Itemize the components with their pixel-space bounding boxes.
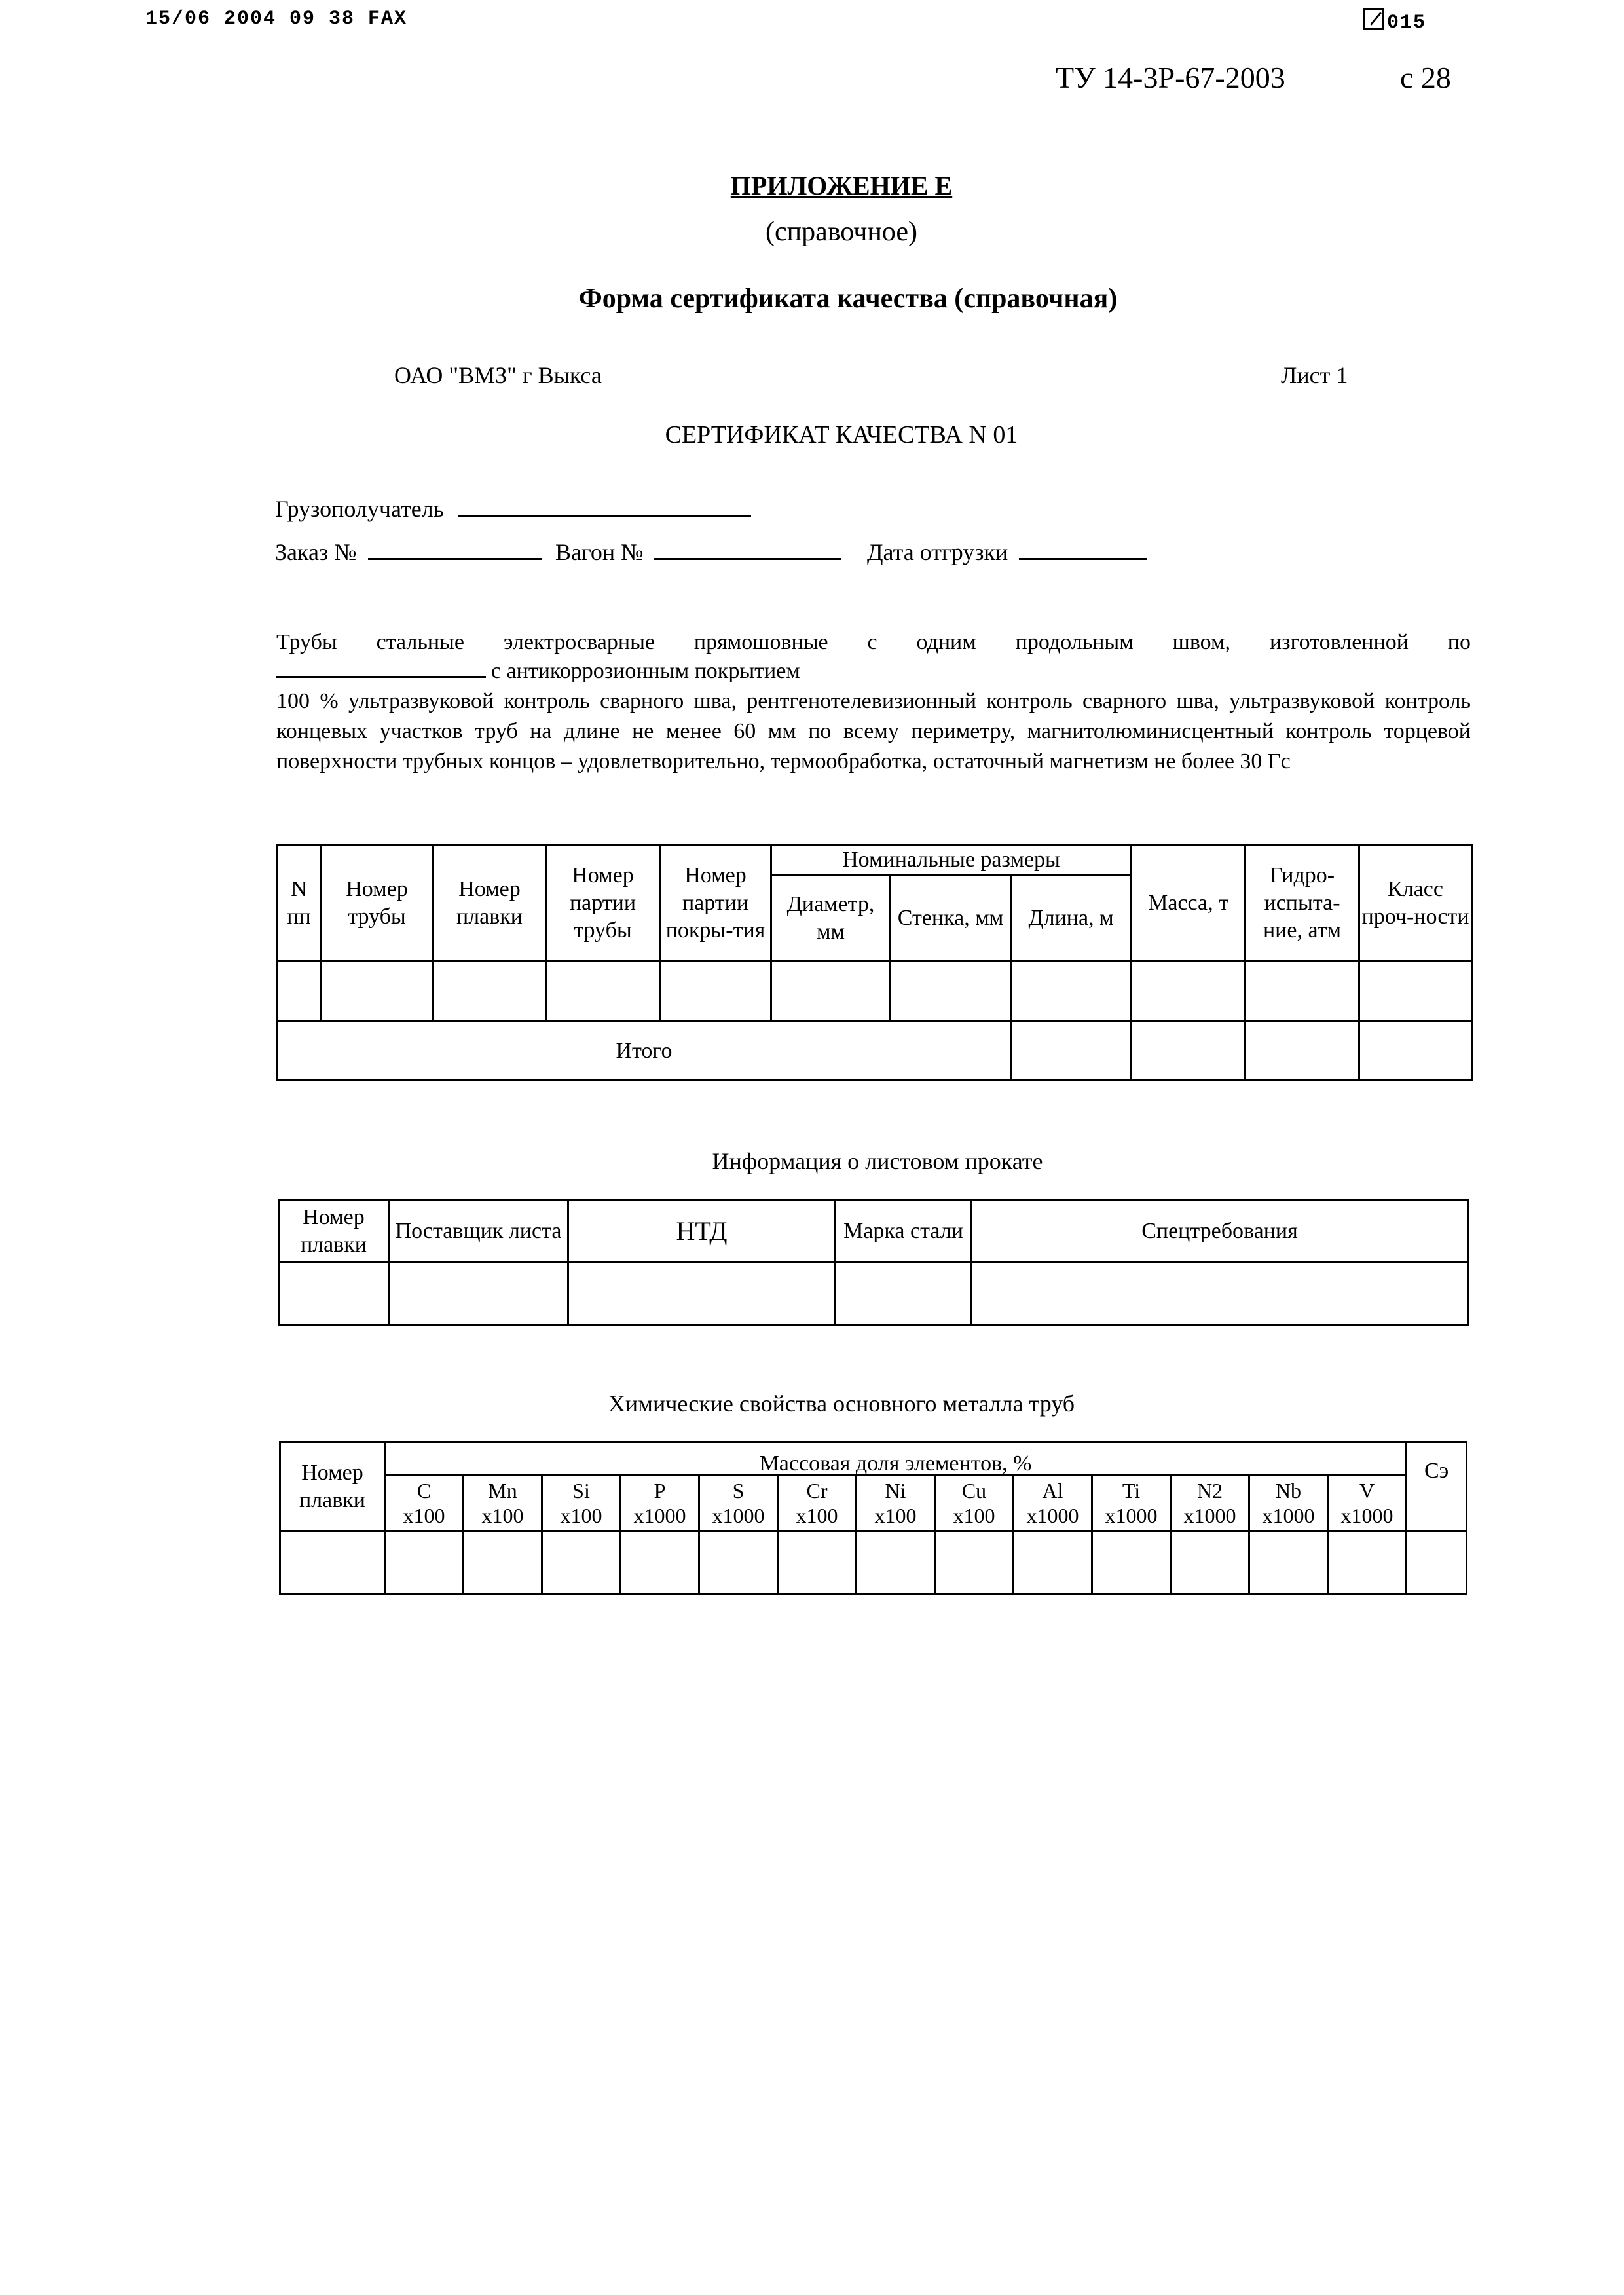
element-symbol: Cu [961, 1478, 987, 1502]
appendix-subtitle: (справочное) [766, 217, 917, 247]
element-symbol: P [654, 1478, 666, 1502]
element-multiplier: x1000 [712, 1503, 765, 1527]
cell[interactable] [1092, 1531, 1171, 1594]
element-header-ni [857, 1475, 935, 1531]
element-symbol: Al [1042, 1478, 1063, 1502]
header-wall: Стенка, мм [891, 875, 1011, 961]
fax-page-number: 015 [1387, 12, 1427, 34]
element-multiplier: x100 [874, 1503, 917, 1527]
cell[interactable] [1014, 1531, 1092, 1594]
header-coating-batch: Номер партии покры-тия [660, 845, 771, 961]
header-length: Длина, м [1011, 875, 1132, 961]
appendix-title: ПРИЛОЖЕНИЕ Е [730, 171, 953, 200]
header-strength-class: Класс проч-ности [1359, 845, 1472, 961]
element-header-n2 [1171, 1475, 1249, 1531]
date-field [867, 538, 1147, 566]
element-header-p [621, 1475, 699, 1531]
chemistry-title: Химические свойства основного металла труб [608, 1390, 1075, 1417]
cell[interactable] [621, 1531, 699, 1594]
cell[interactable] [464, 1531, 542, 1594]
element-multiplier: x1000 [1105, 1503, 1158, 1527]
cell[interactable] [321, 961, 434, 1022]
date-label: Дата отгрузки [867, 539, 1008, 565]
element-symbol: V [1359, 1478, 1375, 1502]
header-mass: Масса, т [1132, 845, 1246, 961]
element-symbol: Mn [488, 1478, 517, 1502]
standard-blank[interactable] [276, 658, 486, 678]
element-multiplier: x100 [403, 1503, 445, 1527]
cell[interactable] [972, 1263, 1468, 1326]
cell[interactable] [1132, 961, 1246, 1022]
element-symbol: C [416, 1478, 432, 1502]
fax-timestamp: 15/06 2004 09 38 FAX [145, 8, 408, 30]
header-heat-number: Номер плавки [279, 1200, 389, 1263]
consignee-label: Грузополучатель [275, 496, 445, 522]
element-header-nb [1249, 1475, 1328, 1531]
sheet-number: Лист 1 [1281, 362, 1348, 388]
pipes-header-row-1 [278, 845, 1472, 875]
fax-page-icon [1363, 8, 1384, 30]
cell[interactable] [935, 1531, 1014, 1594]
sheet-info-title: Информация о листовом прокате [712, 1148, 1043, 1174]
order-field [275, 538, 542, 566]
cell[interactable] [389, 1263, 568, 1326]
cell[interactable] [546, 961, 660, 1022]
header-hydrotest: Гидро-испыта-ние, атм [1246, 845, 1359, 961]
element-multiplier: x100 [481, 1503, 524, 1527]
element-header-s [699, 1475, 778, 1531]
total-mass-cell[interactable] [1132, 1022, 1246, 1081]
description-body: 100 % ультразвуковой контроль сварного шва, рентгенотелевизионный контроль сварного шва, ультразвуковой контроль концевых участков труб на длине не менее 60 мм по всему периметру, магнитолюминисцентный контроль торцевой поверхности трубных концов – удовлетворительно, термообработка, остаточный магнетизм не более 30 Гс [276, 689, 1471, 774]
chemistry-header-row-1 [280, 1442, 1467, 1475]
cell[interactable] [891, 961, 1011, 1022]
cell[interactable] [778, 1531, 857, 1594]
cell[interactable] [278, 961, 321, 1022]
header-mass-fraction: Массовая доля элементов, % [385, 1442, 1407, 1475]
wagon-field [555, 538, 841, 566]
element-multiplier: x1000 [1262, 1503, 1315, 1527]
cell[interactable] [1246, 961, 1359, 1022]
cell[interactable] [279, 1263, 389, 1326]
header-heat-number: Номер плавки [280, 1442, 385, 1531]
wagon-blank[interactable] [654, 538, 841, 560]
consignee-blank[interactable] [458, 495, 751, 517]
cell[interactable] [771, 961, 891, 1022]
pipes-table [276, 844, 1473, 1081]
consignee-field [275, 495, 751, 523]
company-name: ОАО "ВМЗ" г Выкса [394, 362, 602, 388]
element-header-v [1328, 1475, 1407, 1531]
element-multiplier: x100 [953, 1503, 995, 1527]
fax-page-counter [1363, 8, 1426, 34]
form-title: Форма сертификата качества (справочная) [578, 284, 1118, 314]
page-number: с 28 [1400, 61, 1451, 94]
cell[interactable] [1171, 1531, 1249, 1594]
description-line1: Трубы стальные электросварные прямошовные с одним продольным швом, изготовленной по [276, 630, 1471, 654]
element-header-ti [1092, 1475, 1171, 1531]
element-multiplier: x100 [796, 1503, 838, 1527]
element-header-cu [935, 1475, 1014, 1531]
cell[interactable] [1407, 1531, 1467, 1594]
header-steel-grade: Марка стали [836, 1200, 972, 1263]
cell[interactable] [699, 1531, 778, 1594]
description-line2-wrap [276, 656, 1471, 686]
cell[interactable] [1249, 1531, 1328, 1594]
cell[interactable] [1246, 1022, 1359, 1081]
table-row [280, 1531, 1467, 1594]
cell[interactable] [568, 1263, 836, 1326]
element-header-c [385, 1475, 464, 1531]
description-line2: с антикоррозионным покрытием [491, 659, 800, 683]
element-multiplier: x1000 [1340, 1503, 1393, 1527]
element-header-mn [464, 1475, 542, 1531]
cell[interactable] [385, 1531, 464, 1594]
certificate-title: СЕРТИФИКАТ КАЧЕСТВА N 01 [665, 421, 1018, 449]
element-multiplier: x1000 [1026, 1503, 1079, 1527]
document-code: ТУ 14-3Р-67-2003 [1056, 61, 1285, 94]
header-special-requirements: Спецтребования [972, 1200, 1468, 1263]
element-header-si [542, 1475, 621, 1531]
element-multiplier: x1000 [633, 1503, 686, 1527]
element-symbol: N2 [1196, 1478, 1223, 1502]
header-carbon-equivalent: Cэ [1407, 1442, 1467, 1531]
cell[interactable] [1011, 961, 1132, 1022]
cell[interactable] [857, 1531, 935, 1594]
cell[interactable] [434, 961, 546, 1022]
cell[interactable] [836, 1263, 972, 1326]
order-blank[interactable] [368, 538, 542, 560]
header-nominal-sizes: Номинальные размеры [771, 845, 1132, 875]
header-pipe-batch: Номер партии трубы [546, 845, 660, 961]
element-multiplier: x100 [560, 1503, 602, 1527]
sheet-info-header-row [279, 1200, 1468, 1263]
element-symbol: Ni [885, 1478, 906, 1502]
header-n: N пп [278, 845, 321, 961]
cell[interactable] [1328, 1531, 1407, 1594]
sheet-info-table [278, 1199, 1469, 1326]
cell[interactable] [542, 1531, 621, 1594]
wagon-label: Вагон № [555, 539, 644, 565]
element-multiplier: x1000 [1183, 1503, 1236, 1527]
chemistry-table [279, 1441, 1467, 1595]
cell[interactable] [280, 1531, 385, 1594]
cell[interactable] [1359, 961, 1472, 1022]
element-symbol: Ti [1122, 1478, 1141, 1502]
header-ntd: НТД [568, 1200, 836, 1263]
cell[interactable] [660, 961, 771, 1022]
header-pipe-number: Номер трубы [321, 845, 434, 961]
header-diameter: Диаметр, мм [771, 875, 891, 961]
cell[interactable] [1359, 1022, 1472, 1081]
table-row [278, 961, 1472, 1022]
order-label: Заказ № [275, 539, 357, 565]
element-header-al [1014, 1475, 1092, 1531]
total-label: Итого [278, 1022, 1011, 1081]
total-length-cell[interactable] [1011, 1022, 1132, 1081]
element-header-cr [778, 1475, 857, 1531]
element-symbol: Si [572, 1478, 590, 1502]
total-row [278, 1022, 1472, 1081]
element-symbol: S [732, 1478, 745, 1502]
header-sheet-supplier: Поставщик листа [389, 1200, 568, 1263]
chemistry-header-row-2 [280, 1475, 1467, 1531]
element-symbol: Cr [806, 1478, 828, 1502]
header-heat-number: Номер плавки [434, 845, 546, 961]
table-row [279, 1263, 1468, 1326]
date-blank[interactable] [1019, 538, 1147, 560]
element-symbol: Nb [1275, 1478, 1302, 1502]
